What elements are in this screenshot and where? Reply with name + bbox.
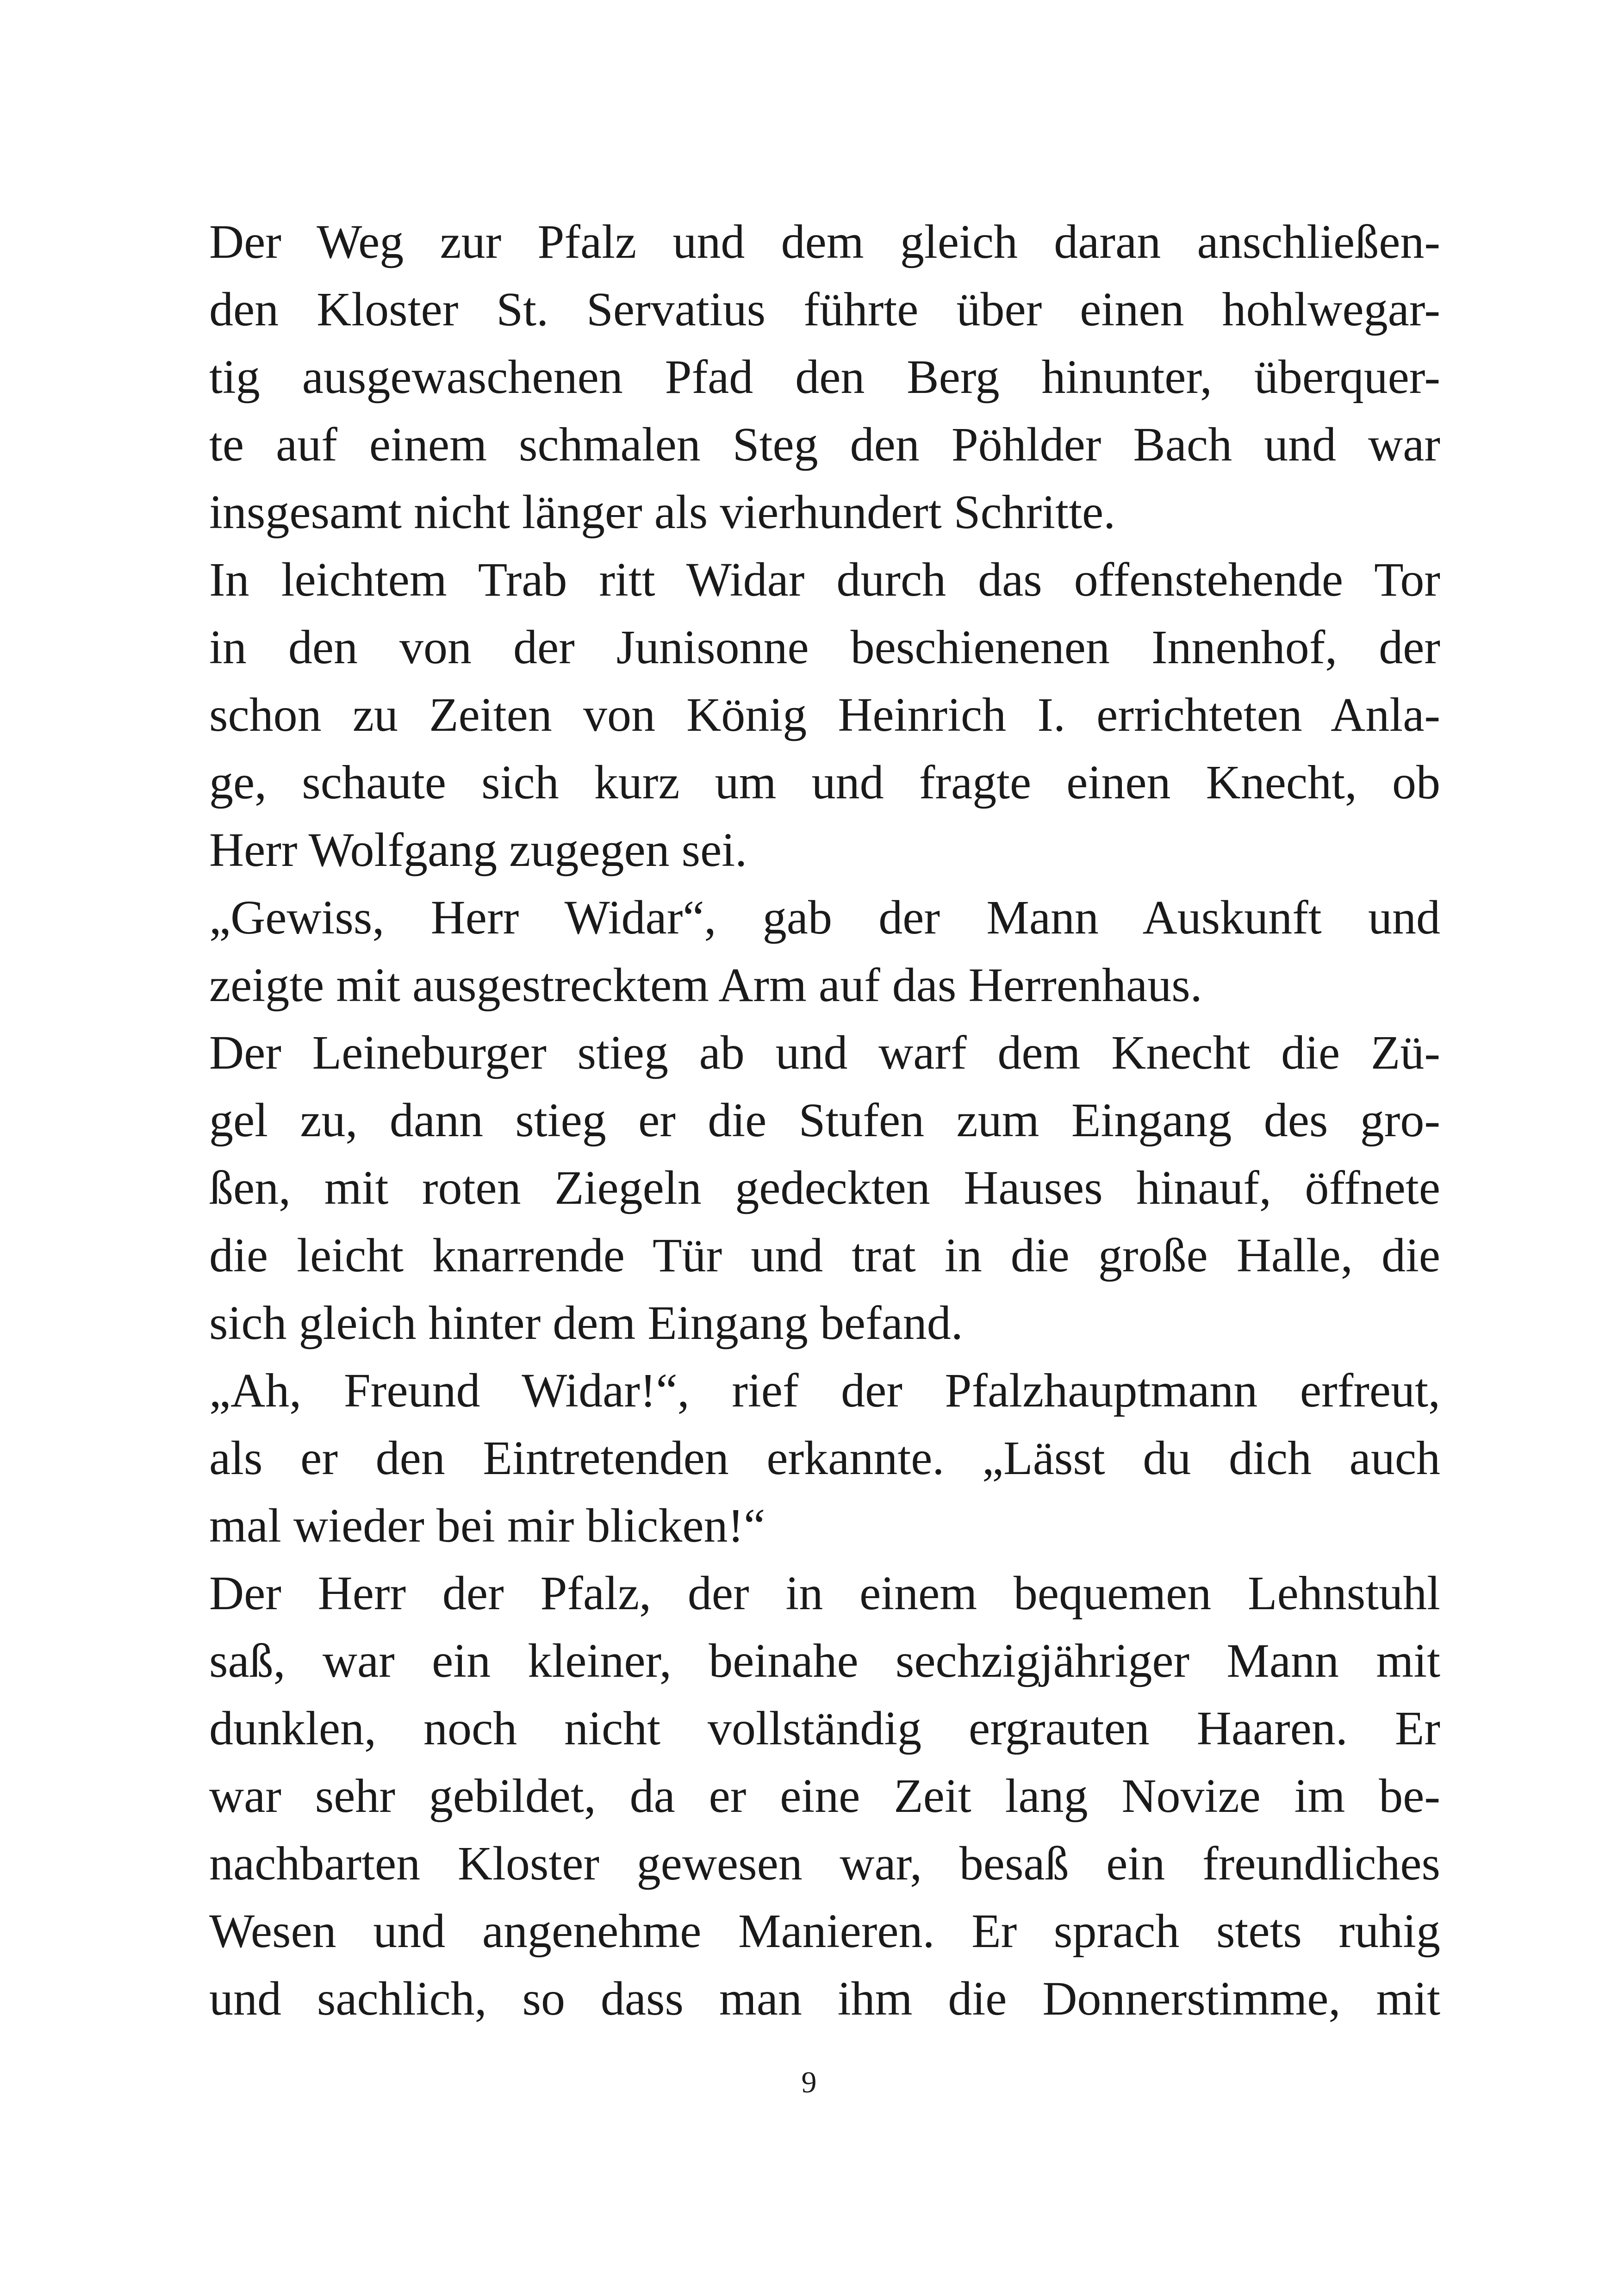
text-line: in den von der Junisonne beschienenen Innenhof, der [209, 621, 1440, 674]
text-line: und sachlich, so dass man ihm die Donnerstimme, mit [209, 1972, 1440, 2025]
page-number: 9 [801, 2066, 817, 2099]
text-line: ge, schaute sich kurz um und fragte einen Knecht, ob [209, 756, 1440, 809]
text-line: war sehr gebildet, da er eine Zeit lang Novize im be- [209, 1769, 1440, 1823]
text-line: Der Weg zur Pfalz und dem gleich daran anschließen- [209, 215, 1440, 268]
text-line: als er den Eintretenden erkannte. „Lässt du dich auch [209, 1431, 1440, 1485]
text-line: schon zu Zeiten von König Heinrich I. errichteten Anla- [209, 688, 1440, 741]
text-line: In leichtem Trab ritt Widar durch das offenstehende Tor [209, 553, 1440, 606]
text-line: Herr Wolfgang zugegen sei. [209, 823, 747, 877]
text-line: „Gewiss, Herr Widar“, gab der Mann Auskunft und [209, 891, 1440, 944]
text-line: mal wieder bei mir blicken!“ [209, 1499, 765, 1552]
text-line: saß, war ein kleiner, beinahe sechzigjähriger Mann mit [209, 1634, 1440, 1687]
text-line: insgesamt nicht länger als vierhundert Schritte. [209, 485, 1116, 539]
text-line: die leicht knarrende Tür und trat in die große Halle, die [209, 1229, 1440, 1282]
text-line: Der Herr der Pfalz, der in einem bequemen Lehnstuhl [209, 1567, 1440, 1620]
text-line: te auf einem schmalen Steg den Pöhlder Bach und war [209, 418, 1440, 471]
text-line: den Kloster St. Servatius führte über einen hohlwegar- [209, 283, 1440, 336]
text-line: nachbarten Kloster gewesen war, besaß ein freundliches [209, 1837, 1440, 1890]
text-line: Der Leineburger stieg ab und warf dem Knecht die Zü- [209, 1026, 1440, 1079]
text-line: gel zu, dann stieg er die Stufen zum Eingang des gro- [209, 1094, 1440, 1147]
text-line: sich gleich hinter dem Eingang befand. [209, 1296, 963, 1350]
text-line: „Ah, Freund Widar!“, rief der Pfalzhauptmann erfreut, [209, 1364, 1440, 1417]
text-line: Wesen und angenehme Manieren. Er sprach stets ruhig [209, 1904, 1440, 1958]
text-line: dunklen, noch nicht vollständig ergrauten Haaren. Er [209, 1702, 1440, 1755]
text-line: tig ausgewaschenen Pfad den Berg hinunter, überquer- [209, 350, 1440, 404]
page-body [209, 208, 1440, 2033]
text-line: zeigte mit ausgestrecktem Arm auf das Herrenhaus. [209, 958, 1202, 1012]
text-line: ßen, mit roten Ziegeln gedeckten Hauses hinauf, öffnete [209, 1161, 1440, 1214]
